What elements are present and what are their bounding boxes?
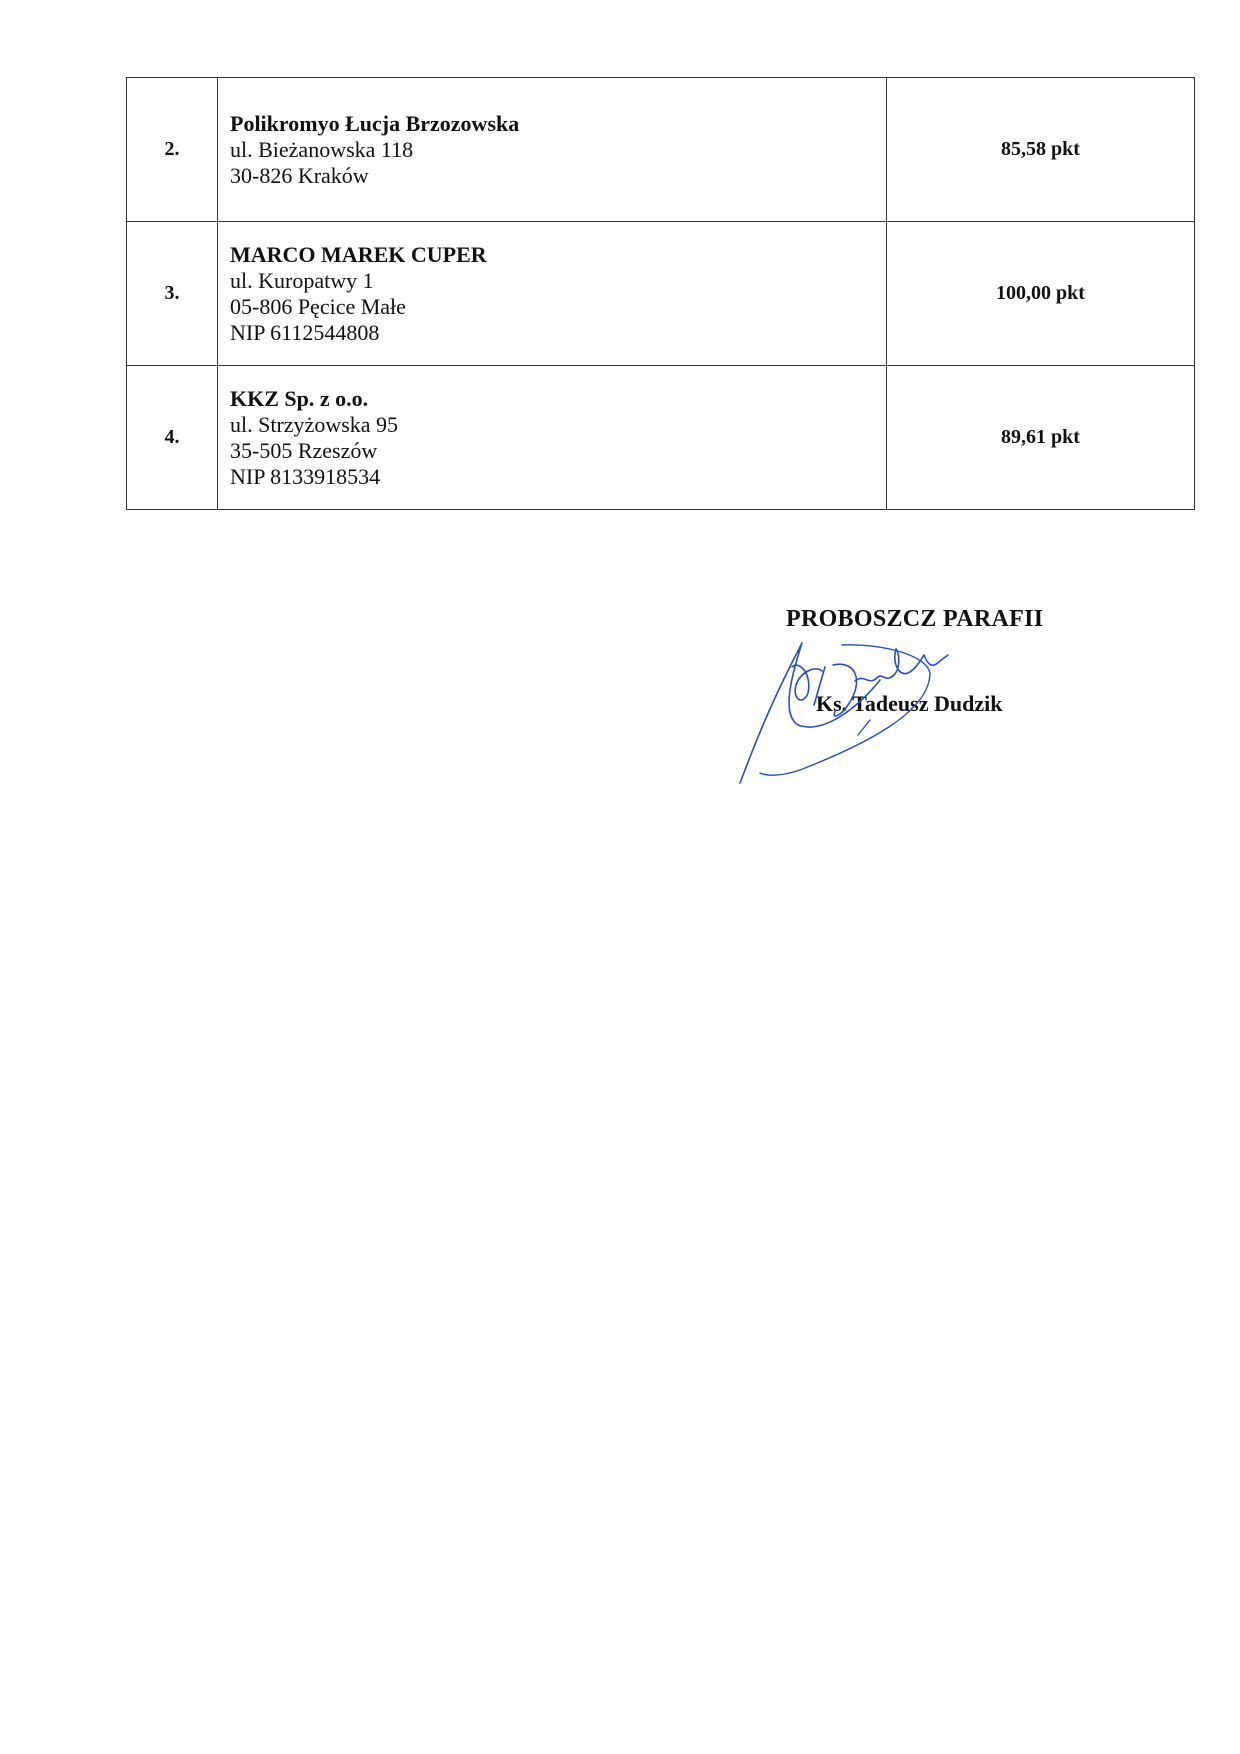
bidder-address-line: 05-806 Pęcice Małe: [230, 293, 406, 319]
table-row: [127, 78, 1195, 222]
row-number: 3.: [127, 222, 218, 366]
signature-stroke: [855, 649, 948, 681]
bidder-address-line: 30-826 Kraków: [230, 162, 369, 188]
bidder-name: MARCO MAREK CUPER: [230, 241, 487, 267]
signature-name: Ks. Tadeusz Dudzik: [816, 691, 1003, 716]
table-row: [127, 366, 1195, 510]
bidder-cell: [218, 78, 887, 222]
signature-title: PROBOSZCZ PARAFII: [786, 606, 1044, 632]
signature-stroke: [814, 667, 825, 705]
bidder-address-line: ul. Kuropatwy 1: [230, 267, 374, 293]
bidder-cell: [218, 222, 887, 366]
score-cell: 100,00 pkt: [887, 222, 1195, 366]
row-number: 4.: [127, 366, 218, 510]
bidder-name: KKZ Sp. z o.o.: [230, 385, 369, 411]
bidder-nip: NIP 6112544808: [230, 319, 380, 345]
bidder-name: Polikromyo Łucja Brzozowska: [230, 110, 520, 136]
bidder-cell: [218, 366, 887, 510]
bidder-address-line: ul. Strzyżowska 95: [230, 411, 399, 437]
signature-stroke: [740, 643, 880, 783]
table-row: [127, 222, 1195, 366]
handwritten-signature: [730, 625, 1003, 790]
bidder-address-line: 35-505 Rzeszów: [230, 437, 378, 463]
bidder-nip: NIP 8133918534: [230, 463, 381, 489]
row-number: 2.: [127, 78, 218, 222]
score-cell: 89,61 pkt: [887, 366, 1195, 510]
bidder-address-line: ul. Bieżanowska 118: [230, 136, 414, 162]
offers-table: [126, 77, 1195, 510]
score-cell: 85,58 pkt: [887, 78, 1195, 222]
signature-stroke: [858, 720, 870, 735]
